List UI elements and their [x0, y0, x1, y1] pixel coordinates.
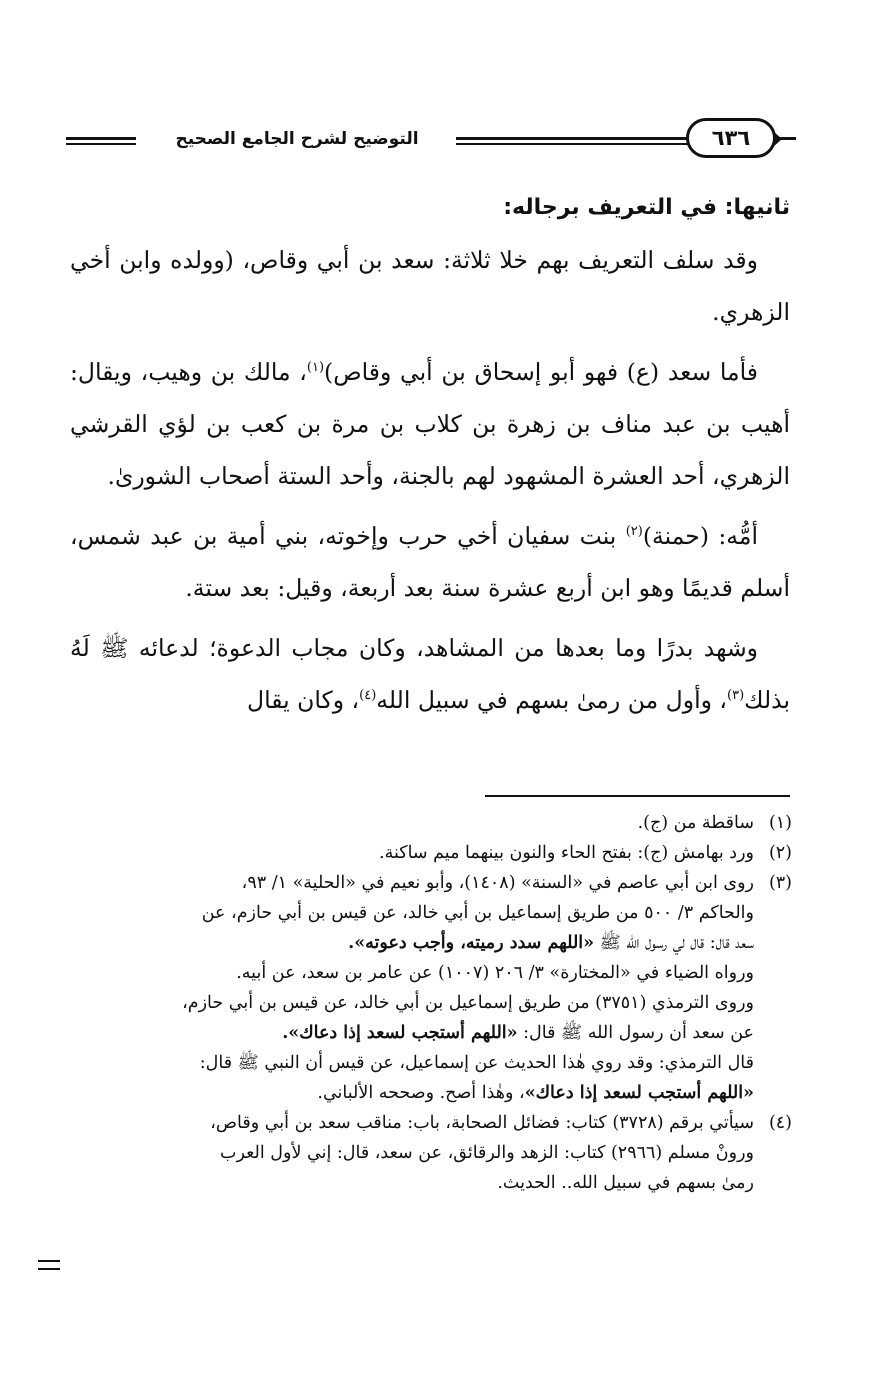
footnote-2: [70, 838, 792, 868]
footnote-ref-2[interactable]: (٢): [625, 524, 643, 539]
footnote-line: ساقطة من (ج).: [637, 813, 754, 833]
footnote-number: (١): [768, 813, 792, 833]
footnote-line: [70, 928, 754, 958]
footnote-line: روى ابن أبي عاصم في «السنة» (١٤٠٨)، وأبو نعيم في «الحلية» ١/ ٩٣،: [241, 873, 754, 893]
footnote-line: ورد بهامش (ج): بفتح الحاء والنون بينهما ميم ساكنة.: [379, 843, 754, 863]
footnote-3: [70, 868, 792, 1108]
footnote-line: ورواه الضياء في «المختارة» ٣/ ٢٠٦ (١٠٠٧) عن عامر بن سعد، عن أبيه.: [236, 963, 754, 983]
paragraph-4-text-a: وشهد بدرًا وما بعدها من المشاهد، وكان مجاب الدعوة؛ لدعائه ﷺ لَهُ بذلك: [70, 634, 790, 714]
footnote-number: (٤): [768, 1113, 792, 1133]
header-rule-right: [778, 137, 796, 140]
footnote-line: وروى الترمذي (٣٧٥١) من طريق إسماعيل بن أبي خالد، عن قيس بن أبي حازم،: [182, 993, 754, 1013]
footnote-number: (٣): [768, 873, 792, 893]
footnote-line: والحاكم ٣/ ٥٠٠ من طريق إسماعيل بن أبي خالد، عن قيس بن أبي حازم، عن: [201, 903, 754, 923]
footnote-ref-4[interactable]: (٤): [359, 688, 377, 703]
continuation-mark: [38, 1260, 60, 1270]
paragraph-2-text-b: ، مالك بن وهيب، ويقال: أهيب بن عبد مناف بن زهرة بن كلاب بن مرة بن كعب بن لؤي القرشي الزهري، أحد العشرة المشهود لهم بالجنة، وأحد الستة أصحاب الشورىٰ.: [70, 358, 790, 490]
footnote-line: قال الترمذي: وقد روي هٰذا الحديث عن إسماعيل، عن قيس أن النبي ﷺ قال:: [199, 1053, 754, 1073]
paragraph-3-text-b: بنت سفيان أخي حرب وإخوته، بني أمية بن عبد شمس، أسلم قديمًا وهو ابن أربع عشرة سنة بعد أربعة، وقيل: بعد ستة.: [70, 522, 790, 602]
footnote-number: (٢): [768, 843, 792, 863]
footnotes: [70, 808, 792, 1198]
main-text: [70, 182, 790, 734]
paragraph-4-text-c: ، وكان يقال: [247, 686, 360, 714]
hadith-quote: «اللهم سدد رميته، وأجب دعوته».: [348, 933, 595, 953]
header-rule-left: [66, 137, 136, 145]
footnote-text: ، وهٰذا أصح. وصححه الألباني.: [317, 1083, 525, 1103]
header-rule-middle: [456, 137, 688, 145]
page-number: ٦٣٦: [686, 118, 776, 158]
paragraph-4: [70, 622, 790, 726]
footnote-separator: [485, 795, 790, 797]
running-title: التوضيح لشرح الجامع الصحيح: [175, 129, 419, 149]
footnote-ref-1[interactable]: (١): [306, 360, 325, 375]
paragraph-2: [70, 346, 790, 502]
footnote-ref-3[interactable]: (٣): [727, 688, 745, 703]
footnote-text: عن سعد أن رسول الله ﷺ قال:: [517, 1023, 754, 1043]
paragraph-2-text-a: فأما سعد (ع) فهو أبو إسحاق بن أبي وقاص): [324, 358, 759, 386]
footnote-line: [70, 1078, 754, 1108]
footnote-line: ورونْ مسلم (٢٩٦٦) كتاب: الزهد والرقائق، عن سعد، قال: إني لأول العرب: [219, 1143, 754, 1163]
section-heading: ثانيها: في التعريف برجاله:: [503, 195, 790, 220]
footnote-1: [70, 808, 792, 838]
footnote-text: سعد قال: قال لي رسول الله ﷺ: [594, 933, 754, 953]
footnote-line: سيأتي برقم (٣٧٢٨) كتاب: فضائل الصحابة، باب: مناقب سعد بن أبي وقاص،: [210, 1113, 754, 1133]
running-header: [66, 118, 796, 164]
paragraph-1: وقد سلف التعريف بهم خلا ثلاثة: سعد بن أبي وقاص، (وولده وابن أخي الزهري.: [70, 246, 790, 326]
hadith-quote: «اللهم أستجب لسعد إذا دعاك»: [524, 1083, 754, 1103]
paragraph-3: [70, 510, 790, 614]
footnote-4: [70, 1108, 792, 1198]
paragraph-3-text-a: أمُّه: (حمنة): [642, 522, 758, 550]
hadith-quote: «اللهم أستجب لسعد إذا دعاك».: [282, 1023, 518, 1043]
footnote-line: [70, 1018, 754, 1048]
paragraph-4-text-b: ، وأول من رمىٰ بسهم في سبيل الله: [376, 686, 728, 714]
footnote-line: رمىٰ بسهم في سبيل الله.. الحديث.: [497, 1173, 754, 1193]
